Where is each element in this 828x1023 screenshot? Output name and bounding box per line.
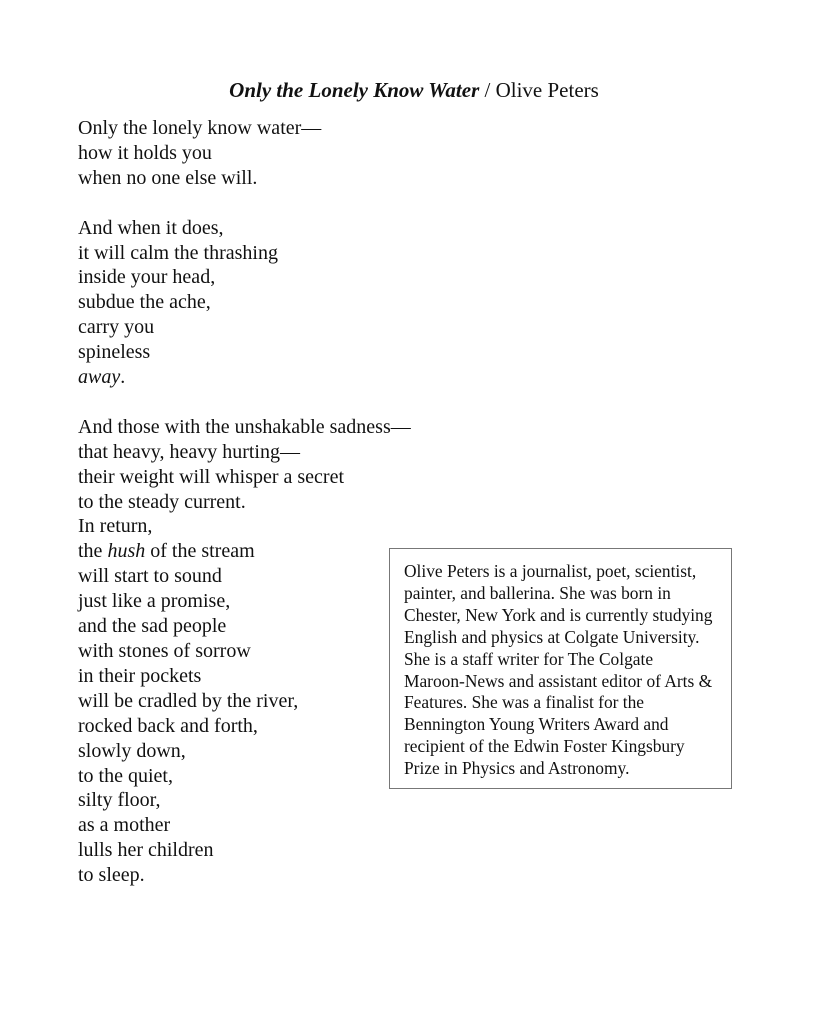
- poem-line: in their pockets: [78, 664, 202, 687]
- poem-line: In return,: [78, 515, 153, 538]
- poem-line: rocked back and forth,: [78, 714, 258, 737]
- poem-line: to the steady current.: [78, 490, 246, 513]
- poem-line: how it holds you: [78, 141, 212, 164]
- poem-line: carry you: [78, 316, 155, 339]
- poem-line: slowly down,: [78, 739, 186, 762]
- poem-line: subdue the ache,: [78, 291, 211, 314]
- poem-line: spineless: [78, 341, 151, 364]
- poem-line: Only the lonely know water—: [78, 117, 322, 139]
- emphasis-away: away: [78, 366, 121, 389]
- poem-line: silty floor,: [78, 789, 161, 812]
- poem-line: to sleep.: [78, 864, 145, 887]
- title-separator: /: [479, 78, 496, 102]
- line-punctuation: .: [120, 366, 126, 389]
- poem-line: it will calm the thrashing: [78, 241, 278, 264]
- poem-line: lulls her children: [78, 839, 214, 862]
- author-name: Olive Peters: [495, 78, 599, 102]
- poem-line: to the quiet,: [78, 764, 173, 787]
- poem-line: And those with the unshakable sadness—: [78, 415, 411, 438]
- poem-line: that heavy, heavy hurting—: [78, 440, 300, 463]
- poem-line: as a mother: [78, 814, 171, 837]
- line-segment: the: [78, 540, 108, 563]
- poem-line: their weight will whisper a secret: [78, 465, 345, 488]
- poem-line: will be cradled by the river,: [78, 689, 299, 712]
- poem-line: just like a promise,: [78, 590, 231, 613]
- stanza-2: [78, 216, 498, 390]
- poem-line: when no one else will.: [78, 166, 258, 189]
- poem-line: will start to sound: [78, 565, 222, 588]
- stanza-1: [78, 116, 498, 191]
- author-bio-box: Olive Peters is a journalist, poet, scientist, painter, and ballerina. She was born in Chester, New York and is currently studying English and physics at Colgate University. She is a staff writer for The Colgate Maroon-News and assistant editor of Arts & Features. She was a finalist for the Bennington Young Writers Award and recipient of the Edwin Foster Kingsbury Prize in Physics and Astronomy.: [389, 548, 732, 789]
- line-segment: of the stream: [145, 540, 255, 563]
- poem-line: [78, 365, 498, 390]
- poem-line: with stones of sorrow: [78, 640, 251, 662]
- poem-line: and the sad people: [78, 615, 227, 638]
- poem-line: And when it does,: [78, 216, 224, 239]
- poem-body: [78, 116, 498, 913]
- poem-title: Only the Lonely Know Water: [229, 78, 480, 102]
- emphasis-hush: hush: [107, 540, 146, 563]
- poem-line: inside your head,: [78, 266, 216, 289]
- page-title: [0, 77, 828, 103]
